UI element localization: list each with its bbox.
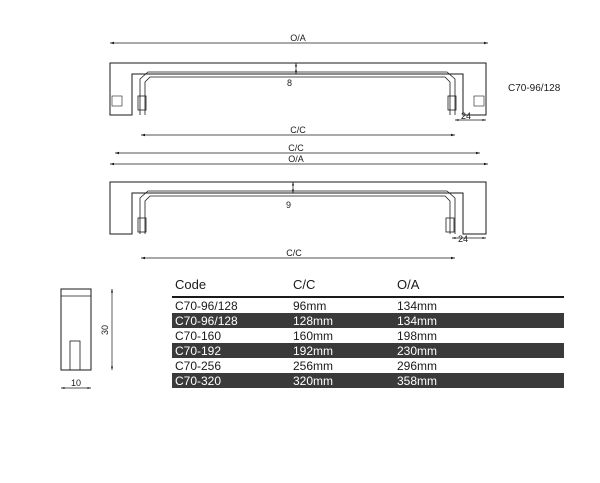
profile-height-label: 30 <box>100 324 110 336</box>
row-cc: 192mm <box>290 343 394 358</box>
bottom-depth-label: 9 <box>285 200 291 210</box>
top-end-width-label: 24 <box>460 111 472 121</box>
top-handle-inner-bar <box>140 72 455 115</box>
spec-table-header <box>172 276 564 297</box>
row-code: C70-96/128 <box>175 298 238 313</box>
header-cc: C/C <box>290 276 394 297</box>
header-code: Code <box>172 276 290 297</box>
row-code: C70-96/128 <box>172 313 290 328</box>
bottom-handle-inner-bar <box>140 191 455 234</box>
top-depth-label: 8 <box>286 78 292 88</box>
row-oa: 230mm <box>394 343 564 358</box>
table-row <box>172 373 564 388</box>
row-cc: 128mm <box>290 313 394 328</box>
top-left-foot-mark <box>112 96 122 106</box>
top-right-foot-mark <box>474 96 484 106</box>
bottom-cc-label: C/C <box>286 248 302 258</box>
table-row <box>172 343 564 358</box>
row-oa: 296mm <box>397 358 438 373</box>
row-code: C70-256 <box>175 358 222 373</box>
top-cc-label: C/C <box>290 125 306 135</box>
top-handle-inner-bar-2 <box>145 77 450 115</box>
spec-table <box>172 276 564 388</box>
row-oa: 198mm <box>397 328 438 343</box>
row-cc: 256mm <box>293 358 334 373</box>
bottom-handle-view <box>110 143 488 258</box>
row-code: C70-192 <box>172 343 290 358</box>
table-row <box>172 358 564 373</box>
row-oa: 358mm <box>394 373 564 388</box>
bottom-handle-inner-bar-2 <box>145 196 450 234</box>
row-code: C70-320 <box>172 373 290 388</box>
table-row <box>172 297 564 313</box>
profile-slot <box>70 341 80 370</box>
row-oa: 134mm <box>394 313 564 328</box>
bottom-end-width-label: 24 <box>457 234 469 244</box>
row-cc: 320mm <box>290 373 394 388</box>
bottom-oa-label: O/A <box>288 154 304 164</box>
profile-body <box>61 289 91 370</box>
table-row <box>172 328 564 343</box>
profile-width-label: 10 <box>70 378 82 388</box>
row-cc: 96mm <box>293 298 327 313</box>
model-label: C70-96/128 <box>508 83 561 94</box>
row-code: C70-160 <box>175 328 222 343</box>
row-oa: 134mm <box>397 298 438 313</box>
top-oa-label: O/A <box>290 33 306 43</box>
row-cc: 160mm <box>293 328 334 343</box>
top-handle-outline <box>110 63 486 115</box>
bottom-cc-top-label: C/C <box>288 143 304 153</box>
table-row <box>172 313 564 328</box>
bottom-handle-outline <box>110 182 486 234</box>
profile-view <box>61 289 112 388</box>
top-handle-view <box>110 33 488 135</box>
header-oa: O/A <box>394 276 564 297</box>
